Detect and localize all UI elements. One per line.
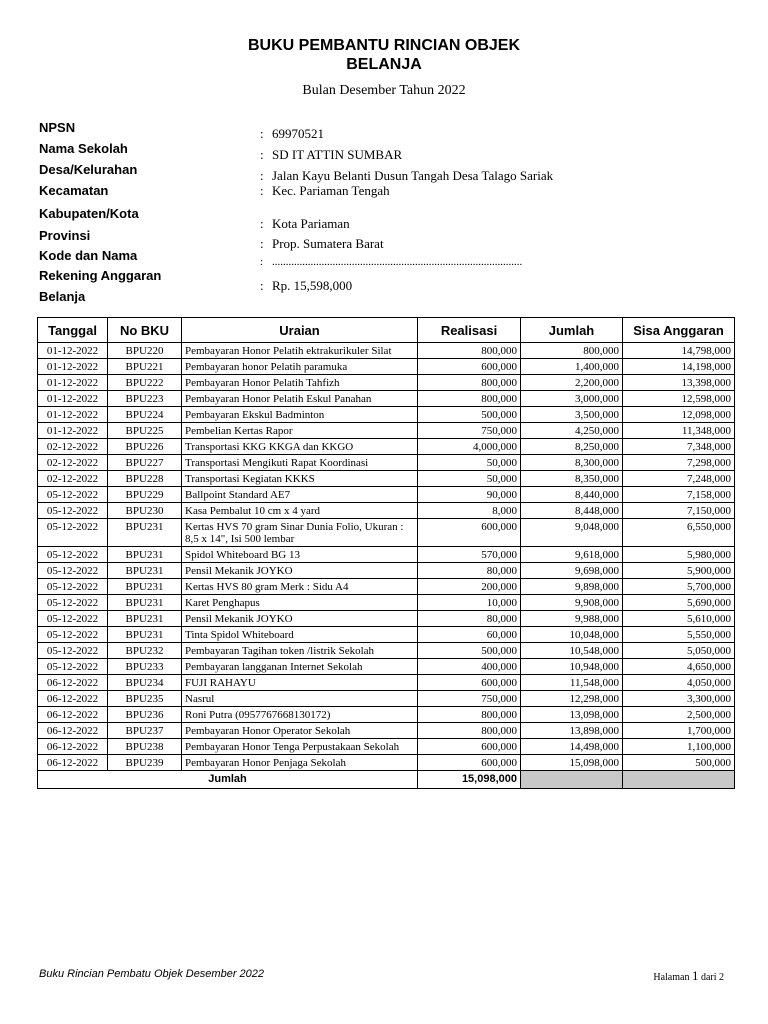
label-kode-line1: Kode dan Nama bbox=[39, 248, 138, 263]
cell-sisa-anggaran: 12,098,000 bbox=[623, 407, 735, 423]
cell-uraian: Transportasi Kegiatan KKKS bbox=[182, 471, 418, 487]
cell-tanggal: 01-12-2022 bbox=[38, 423, 108, 439]
cell-no-bku: BPU235 bbox=[108, 691, 182, 707]
cell-tanggal: 05-12-2022 bbox=[38, 659, 108, 675]
cell-uraian: Pembayaran Honor Penjaga Sekolah bbox=[182, 755, 418, 771]
cell-uraian: Karet Penghapus bbox=[182, 595, 418, 611]
cell-uraian: Kasa Pembalut 10 cm x 4 yard bbox=[182, 503, 418, 519]
label-kode-line3: Belanja bbox=[39, 289, 86, 304]
cell-realisasi: 60,000 bbox=[418, 627, 521, 643]
document-period: Bulan Desember Tahun 2022 bbox=[302, 83, 466, 98]
value-anggaran: : Rp. 15,598,000 bbox=[260, 278, 353, 293]
cell-tanggal: 05-12-2022 bbox=[38, 611, 108, 627]
table-row bbox=[38, 343, 735, 359]
cell-realisasi: 50,000 bbox=[418, 471, 521, 487]
cell-jumlah: 8,350,000 bbox=[521, 471, 623, 487]
cell-sisa-anggaran: 7,248,000 bbox=[623, 471, 735, 487]
cell-no-bku: BPU221 bbox=[108, 359, 182, 375]
footer-document-name: Buku Rincian Pembatu Objek Desember 2022 bbox=[39, 968, 265, 980]
cell-no-bku: BPU234 bbox=[108, 675, 182, 691]
cell-tanggal: 06-12-2022 bbox=[38, 739, 108, 755]
cell-sisa-anggaran: 13,398,000 bbox=[623, 375, 735, 391]
header-tanggal: Tanggal bbox=[38, 318, 108, 343]
cell-tanggal: 05-12-2022 bbox=[38, 643, 108, 659]
cell-jumlah: 3,000,000 bbox=[521, 391, 623, 407]
table-row bbox=[38, 487, 735, 503]
cell-realisasi: 600,000 bbox=[418, 739, 521, 755]
cell-uraian: Pembayaran honor Pelatih paramuka bbox=[182, 359, 418, 375]
cell-sisa-anggaran: 5,980,000 bbox=[623, 547, 735, 563]
cell-tanggal: 05-12-2022 bbox=[38, 487, 108, 503]
value-provinsi: : Prop. Sumatera Barat bbox=[260, 236, 384, 251]
cell-tanggal: 06-12-2022 bbox=[38, 755, 108, 771]
cell-uraian: Pembelian Kertas Rapor bbox=[182, 423, 418, 439]
total-label: Jumlah bbox=[38, 771, 418, 789]
value-kecamatan: : Kec. Pariaman Tengah bbox=[260, 183, 390, 198]
value-nama-sekolah: : SD IT ATTIN SUMBAR bbox=[260, 147, 403, 162]
cell-tanggal: 01-12-2022 bbox=[38, 391, 108, 407]
cell-tanggal: 01-12-2022 bbox=[38, 343, 108, 359]
cell-sisa-anggaran: 4,650,000 bbox=[623, 659, 735, 675]
cell-realisasi: 4,000,000 bbox=[418, 439, 521, 455]
cell-realisasi: 400,000 bbox=[418, 659, 521, 675]
table-row bbox=[38, 359, 735, 375]
cell-no-bku: BPU239 bbox=[108, 755, 182, 771]
cell-uraian: Transportasi Mengikuti Rapat Koordinasi bbox=[182, 455, 418, 471]
cell-uraian: Kertas HVS 80 gram Merk : Sidu A4 bbox=[182, 579, 418, 595]
cell-realisasi: 600,000 bbox=[418, 675, 521, 691]
cell-jumlah: 9,908,000 bbox=[521, 595, 623, 611]
cell-realisasi: 50,000 bbox=[418, 455, 521, 471]
cell-realisasi: 80,000 bbox=[418, 611, 521, 627]
cell-jumlah: 13,898,000 bbox=[521, 723, 623, 739]
cell-tanggal: 01-12-2022 bbox=[38, 359, 108, 375]
cell-sisa-anggaran: 500,000 bbox=[623, 755, 735, 771]
cell-jumlah: 14,498,000 bbox=[521, 739, 623, 755]
label-kecamatan: Kecamatan bbox=[39, 183, 109, 198]
cell-sisa-anggaran: 7,158,000 bbox=[623, 487, 735, 503]
cell-no-bku: BPU224 bbox=[108, 407, 182, 423]
value-npsn: : 69970521 bbox=[260, 126, 324, 141]
table-row bbox=[38, 519, 735, 547]
cell-tanggal: 05-12-2022 bbox=[38, 627, 108, 643]
label-npsn: NPSN bbox=[39, 120, 76, 135]
cell-jumlah: 10,548,000 bbox=[521, 643, 623, 659]
cell-sisa-anggaran: 5,550,000 bbox=[623, 627, 735, 643]
header-uraian: Uraian bbox=[182, 318, 418, 343]
table-row bbox=[38, 439, 735, 455]
cell-no-bku: BPU233 bbox=[108, 659, 182, 675]
cell-uraian: Transportasi KKG KKGA dan KKGO bbox=[182, 439, 418, 455]
expense-table bbox=[37, 317, 735, 789]
cell-no-bku: BPU228 bbox=[108, 471, 182, 487]
label-kabupaten: Kabupaten/Kota bbox=[39, 206, 139, 221]
cell-uraian: Pembayaran Honor Tenga Perpustakaan Sekolah bbox=[182, 739, 418, 755]
cell-uraian: Ballpoint Standard AE7 bbox=[182, 487, 418, 503]
cell-uraian: Roni Putra (0957767668130172) bbox=[182, 707, 418, 723]
table-total-row bbox=[38, 771, 735, 789]
cell-sisa-anggaran: 5,050,000 bbox=[623, 643, 735, 659]
table-header-row bbox=[38, 318, 735, 343]
cell-no-bku: BPU225 bbox=[108, 423, 182, 439]
cell-realisasi: 600,000 bbox=[418, 755, 521, 771]
cell-sisa-anggaran: 11,348,000 bbox=[623, 423, 735, 439]
cell-tanggal: 06-12-2022 bbox=[38, 691, 108, 707]
cell-uraian: Pembayaran langganan Internet Sekolah bbox=[182, 659, 418, 675]
cell-tanggal: 05-12-2022 bbox=[38, 579, 108, 595]
cell-sisa-anggaran: 7,150,000 bbox=[623, 503, 735, 519]
table-row bbox=[38, 375, 735, 391]
cell-jumlah: 9,698,000 bbox=[521, 563, 623, 579]
cell-jumlah: 800,000 bbox=[521, 343, 623, 359]
cell-sisa-anggaran: 5,700,000 bbox=[623, 579, 735, 595]
cell-jumlah: 8,440,000 bbox=[521, 487, 623, 503]
cell-uraian: Pembayaran Honor Pelatih Eskul Panahan bbox=[182, 391, 418, 407]
cell-jumlah: 10,048,000 bbox=[521, 627, 623, 643]
table-row bbox=[38, 691, 735, 707]
table-row bbox=[38, 503, 735, 519]
header-sisa-anggaran: Sisa Anggaran bbox=[623, 318, 735, 343]
cell-sisa-anggaran: 1,700,000 bbox=[623, 723, 735, 739]
total-sisa-empty bbox=[623, 771, 735, 789]
table-row bbox=[38, 579, 735, 595]
cell-no-bku: BPU231 bbox=[108, 547, 182, 563]
cell-jumlah: 8,448,000 bbox=[521, 503, 623, 519]
cell-sisa-anggaran: 7,298,000 bbox=[623, 455, 735, 471]
cell-jumlah: 10,948,000 bbox=[521, 659, 623, 675]
cell-tanggal: 05-12-2022 bbox=[38, 595, 108, 611]
cell-no-bku: BPU231 bbox=[108, 627, 182, 643]
cell-jumlah: 9,048,000 bbox=[521, 519, 623, 547]
cell-uraian: Pembayaran Tagihan token /listrik Sekolah bbox=[182, 643, 418, 659]
cell-tanggal: 01-12-2022 bbox=[38, 407, 108, 423]
cell-realisasi: 570,000 bbox=[418, 547, 521, 563]
cell-realisasi: 750,000 bbox=[418, 691, 521, 707]
cell-uraian: Pembayaran Ekskul Badminton bbox=[182, 407, 418, 423]
document-title-line2: BELANJA bbox=[346, 56, 422, 73]
cell-no-bku: BPU223 bbox=[108, 391, 182, 407]
cell-no-bku: BPU231 bbox=[108, 595, 182, 611]
cell-tanggal: 06-12-2022 bbox=[38, 723, 108, 739]
cell-tanggal: 05-12-2022 bbox=[38, 563, 108, 579]
table-row bbox=[38, 659, 735, 675]
cell-no-bku: BPU229 bbox=[108, 487, 182, 503]
cell-realisasi: 600,000 bbox=[418, 359, 521, 375]
cell-realisasi: 10,000 bbox=[418, 595, 521, 611]
cell-sisa-anggaran: 5,610,000 bbox=[623, 611, 735, 627]
cell-realisasi: 500,000 bbox=[418, 643, 521, 659]
cell-realisasi: 90,000 bbox=[418, 487, 521, 503]
cell-no-bku: BPU238 bbox=[108, 739, 182, 755]
table-row bbox=[38, 611, 735, 627]
cell-realisasi: 600,000 bbox=[418, 519, 521, 547]
cell-realisasi: 800,000 bbox=[418, 707, 521, 723]
cell-tanggal: 05-12-2022 bbox=[38, 547, 108, 563]
cell-jumlah: 2,200,000 bbox=[521, 375, 623, 391]
label-provinsi: Provinsi bbox=[39, 228, 91, 243]
cell-no-bku: BPU236 bbox=[108, 707, 182, 723]
cell-jumlah: 15,098,000 bbox=[521, 755, 623, 771]
cell-sisa-anggaran: 4,050,000 bbox=[623, 675, 735, 691]
cell-uraian: Spidol Whiteboard BG 13 bbox=[182, 547, 418, 563]
cell-realisasi: 800,000 bbox=[418, 343, 521, 359]
table-row bbox=[38, 455, 735, 471]
cell-tanggal: 05-12-2022 bbox=[38, 519, 108, 547]
header-no-bku: No BKU bbox=[108, 318, 182, 343]
cell-tanggal: 05-12-2022 bbox=[38, 503, 108, 519]
cell-no-bku: BPU220 bbox=[108, 343, 182, 359]
cell-realisasi: 800,000 bbox=[418, 391, 521, 407]
cell-jumlah: 12,298,000 bbox=[521, 691, 623, 707]
cell-uraian: Pembayaran Honor Pelatih ektrakurikuler Silat bbox=[182, 343, 418, 359]
cell-realisasi: 800,000 bbox=[418, 375, 521, 391]
table-row bbox=[38, 407, 735, 423]
cell-no-bku: BPU232 bbox=[108, 643, 182, 659]
cell-sisa-anggaran: 7,348,000 bbox=[623, 439, 735, 455]
cell-uraian: FUJI RAHAYU bbox=[182, 675, 418, 691]
table-row bbox=[38, 707, 735, 723]
cell-uraian: Kertas HVS 70 gram Sinar Dunia Folio, Ukuran : 8,5 x 14", Isi 500 lembar bbox=[182, 519, 418, 547]
table-row bbox=[38, 547, 735, 563]
cell-uraian: Nasrul bbox=[182, 691, 418, 707]
cell-uraian: Pembayaran Honor Operator Sekolah bbox=[182, 723, 418, 739]
cell-jumlah: 8,300,000 bbox=[521, 455, 623, 471]
cell-no-bku: BPU230 bbox=[108, 503, 182, 519]
cell-no-bku: BPU222 bbox=[108, 375, 182, 391]
value-desa: : Jalan Kayu Belanti Dusun Tangah Desa Talago Sariak bbox=[260, 168, 554, 183]
table-row bbox=[38, 739, 735, 755]
table-row bbox=[38, 391, 735, 407]
table-row bbox=[38, 627, 735, 643]
cell-uraian: Pensil Mekanik JOYKO bbox=[182, 563, 418, 579]
cell-no-bku: BPU227 bbox=[108, 455, 182, 471]
cell-tanggal: 06-12-2022 bbox=[38, 675, 108, 691]
cell-uraian: Tinta Spidol Whiteboard bbox=[182, 627, 418, 643]
cell-sisa-anggaran: 14,798,000 bbox=[623, 343, 735, 359]
value-kode-rekening: : ........................................................................................... bbox=[260, 256, 523, 268]
cell-no-bku: BPU231 bbox=[108, 611, 182, 627]
cell-sisa-anggaran: 5,690,000 bbox=[623, 595, 735, 611]
cell-sisa-anggaran: 14,198,000 bbox=[623, 359, 735, 375]
cell-no-bku: BPU231 bbox=[108, 519, 182, 547]
table-row bbox=[38, 563, 735, 579]
cell-jumlah: 13,098,000 bbox=[521, 707, 623, 723]
cell-sisa-anggaran: 12,598,000 bbox=[623, 391, 735, 407]
cell-no-bku: BPU237 bbox=[108, 723, 182, 739]
cell-tanggal: 06-12-2022 bbox=[38, 707, 108, 723]
cell-no-bku: BPU226 bbox=[108, 439, 182, 455]
cell-jumlah: 8,250,000 bbox=[521, 439, 623, 455]
cell-realisasi: 800,000 bbox=[418, 723, 521, 739]
table-row bbox=[38, 595, 735, 611]
table-row bbox=[38, 471, 735, 487]
cell-tanggal: 02-12-2022 bbox=[38, 455, 108, 471]
label-desa: Desa/Kelurahan bbox=[39, 162, 138, 177]
cell-sisa-anggaran: 5,900,000 bbox=[623, 563, 735, 579]
table-row bbox=[38, 675, 735, 691]
cell-uraian: Pembayaran Honor Pelatih Tahfizh bbox=[182, 375, 418, 391]
label-kode-line2: Rekening Anggaran bbox=[39, 268, 162, 283]
table-row bbox=[38, 755, 735, 771]
footer-page-indicator: Halaman 1 dari 2 bbox=[653, 968, 724, 983]
cell-realisasi: 8,000 bbox=[418, 503, 521, 519]
cell-jumlah: 9,618,000 bbox=[521, 547, 623, 563]
cell-jumlah: 4,250,000 bbox=[521, 423, 623, 439]
cell-sisa-anggaran: 3,300,000 bbox=[623, 691, 735, 707]
cell-tanggal: 02-12-2022 bbox=[38, 439, 108, 455]
table-row bbox=[38, 723, 735, 739]
cell-jumlah: 3,500,000 bbox=[521, 407, 623, 423]
total-jumlah-empty bbox=[521, 771, 623, 789]
header-jumlah: Jumlah bbox=[521, 318, 623, 343]
total-value: 15,098,000 bbox=[418, 771, 521, 789]
table-row bbox=[38, 423, 735, 439]
value-kabupaten: : Kota Pariaman bbox=[260, 216, 350, 231]
cell-realisasi: 500,000 bbox=[418, 407, 521, 423]
cell-jumlah: 9,898,000 bbox=[521, 579, 623, 595]
cell-realisasi: 750,000 bbox=[418, 423, 521, 439]
cell-jumlah: 11,548,000 bbox=[521, 675, 623, 691]
cell-no-bku: BPU231 bbox=[108, 579, 182, 595]
cell-realisasi: 80,000 bbox=[418, 563, 521, 579]
cell-jumlah: 9,988,000 bbox=[521, 611, 623, 627]
cell-jumlah: 1,400,000 bbox=[521, 359, 623, 375]
table-row bbox=[38, 643, 735, 659]
cell-no-bku: BPU231 bbox=[108, 563, 182, 579]
cell-sisa-anggaran: 6,550,000 bbox=[623, 519, 735, 547]
cell-sisa-anggaran: 2,500,000 bbox=[623, 707, 735, 723]
cell-realisasi: 200,000 bbox=[418, 579, 521, 595]
cell-tanggal: 01-12-2022 bbox=[38, 375, 108, 391]
label-nama-sekolah: Nama Sekolah bbox=[39, 141, 128, 156]
cell-uraian: Pensil Mekanik JOYKO bbox=[182, 611, 418, 627]
cell-tanggal: 02-12-2022 bbox=[38, 471, 108, 487]
header-realisasi: Realisasi bbox=[418, 318, 521, 343]
document-title-line1: BUKU PEMBANTU RINCIAN OBJEK bbox=[247, 37, 520, 54]
cell-sisa-anggaran: 1,100,000 bbox=[623, 739, 735, 755]
